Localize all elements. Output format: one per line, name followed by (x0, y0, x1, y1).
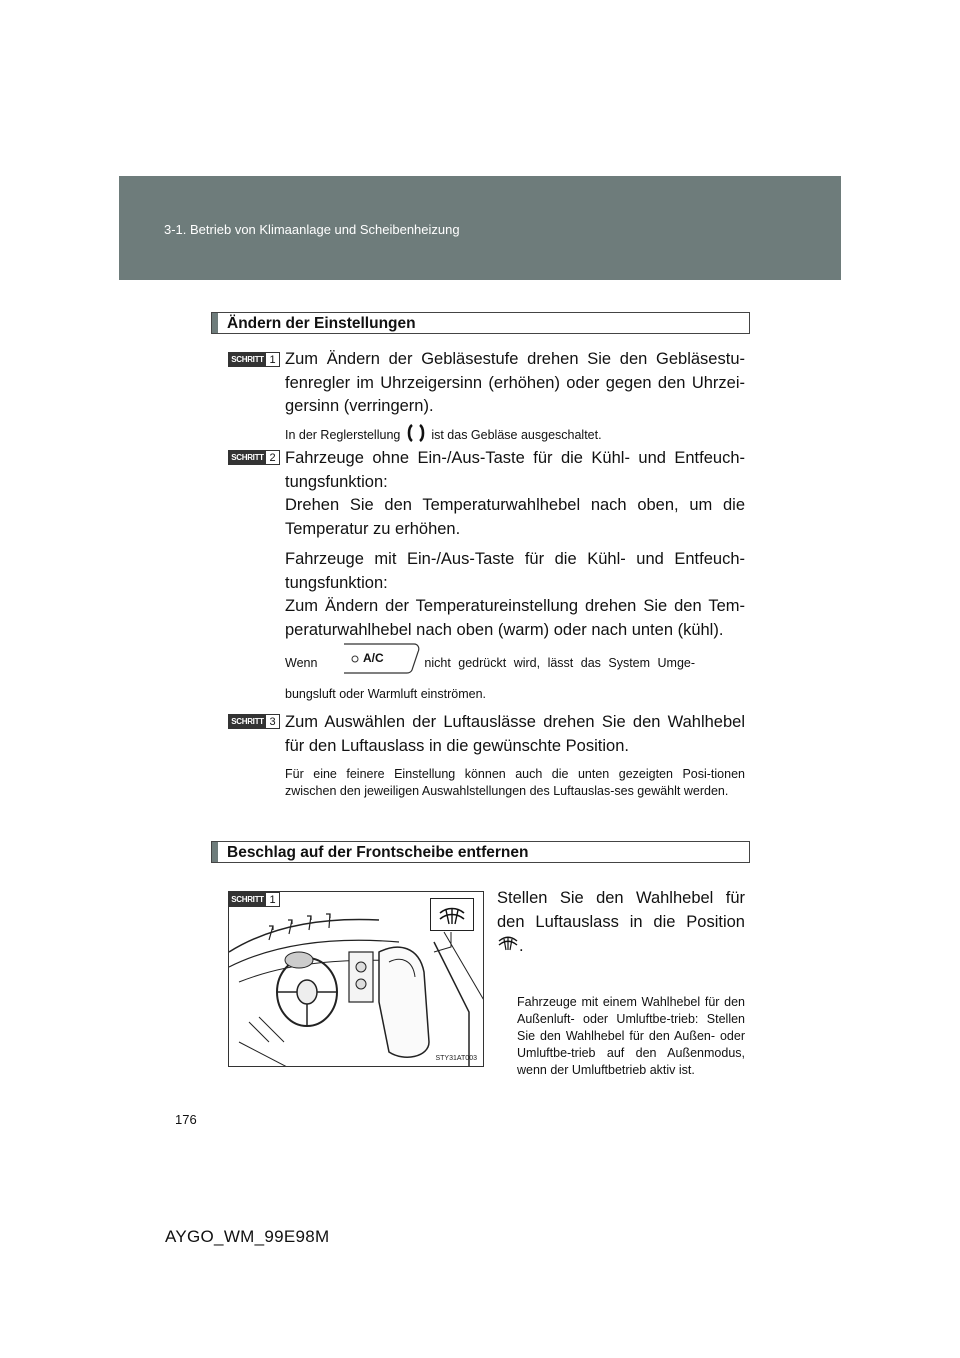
section-title: Beschlag auf der Frontscheibe entfernen (227, 844, 529, 861)
section-title: Ändern der Einstellungen (227, 315, 416, 332)
step2-instruction-2: Zum Ändern der Temperatureinstellung drehen Sie den Tem-peraturwahlhebel nach oben (warm) oder nach unten (kühl). (285, 597, 745, 639)
section-title-bar-defrost (211, 841, 750, 863)
ac-label: A/C (363, 651, 384, 665)
step-number: 2 (269, 451, 276, 464)
step1-note (285, 424, 745, 447)
step-number: 1 (269, 353, 276, 366)
step-word: SCHRITT (229, 353, 266, 366)
step3-note: Für eine feinere Einstellung können auch die unten gezeigten Posi-tionen zwischen den jeweiligen Auswahlstellungen des Luftauslas-ses gewählt werden. (285, 767, 745, 798)
note-after: nicht gedrückt wird, lässt das System Umge- (424, 656, 696, 670)
ac-button-icon (330, 638, 422, 683)
document-code: AYGO_WM_99E98M (165, 1227, 330, 1246)
step-word: SCHRITT (229, 715, 266, 728)
step2-condition-2: Fahrzeuge mit Ein-/Aus-Taste für die Kühl- und Entfeuch-tungsfunktion: (285, 550, 745, 592)
page-number: 176 (175, 1112, 197, 1127)
defrost-note: Fahrzeuge mit einem Wahlhebel für den Außenluft- oder Umluftbe-trieb: Stellen Sie den Wahlhebel für den Außen- oder Umluftbe-trieb auf den Außenmodus, wenn der Umluftbetrieb aktiv ist. (517, 995, 745, 1077)
step-badge-1 (228, 352, 280, 367)
dashboard-illustration (228, 891, 484, 1067)
defrost-instruction-end: . (519, 937, 524, 955)
title-accent (212, 313, 218, 333)
step-word: SCHRITT (229, 451, 266, 464)
step-badge-2 (228, 450, 280, 465)
step2-note-line2: bungsluft oder Warmluft einströmen. (285, 687, 487, 701)
step2-condition-1: Fahrzeuge ohne Ein-/Aus-Taste für die Kühl- und Entfeuch-tungsfunktion: (285, 449, 745, 491)
section-header-title: 3-1. Betrieb von Klimaanlage und Scheibenheizung (164, 222, 460, 237)
step2-text (285, 447, 745, 642)
step-number: 3 (269, 715, 276, 728)
step2-instruction-1: Drehen Sie den Temperaturwahlhebel nach oben, um die Temperatur zu erhöhen. (285, 496, 745, 538)
figure-code: STY31AT003 (435, 1055, 477, 1062)
defrost-instruction: Stellen Sie den Wahlhebel für den Luftauslass in die Position (497, 889, 745, 931)
note-wenn: Wenn (285, 656, 318, 670)
note-before: In der Reglerstellung (285, 427, 401, 442)
defrost-step-text (497, 886, 745, 959)
section-title-bar-settings (211, 312, 750, 334)
step1-instruction: Zum Ändern der Gebläsestufe drehen Sie den Gebläsestu-fenregler im Uhrzeigersinn (erhöhen) oder gegen den Uhrzei-gersinn (verringern). (285, 350, 745, 415)
defrost-icon (497, 934, 519, 959)
step-badge-figure (228, 892, 280, 907)
step3-instruction: Zum Auswählen der Luftauslässe drehen Sie den Wahlhebel für den Luftauslass in die gewünschte Position. (285, 713, 745, 755)
fan-off-icon (404, 424, 428, 447)
step3-text (285, 711, 745, 758)
step-badge-3 (228, 714, 280, 729)
step1-text (285, 348, 745, 419)
note-after: ist das Gebläse ausgeschaltet. (431, 427, 602, 442)
step-word: SCHRITT (229, 893, 266, 906)
step-number: 1 (269, 893, 276, 906)
defrost-selector-icon (430, 898, 474, 931)
title-accent (212, 842, 218, 862)
